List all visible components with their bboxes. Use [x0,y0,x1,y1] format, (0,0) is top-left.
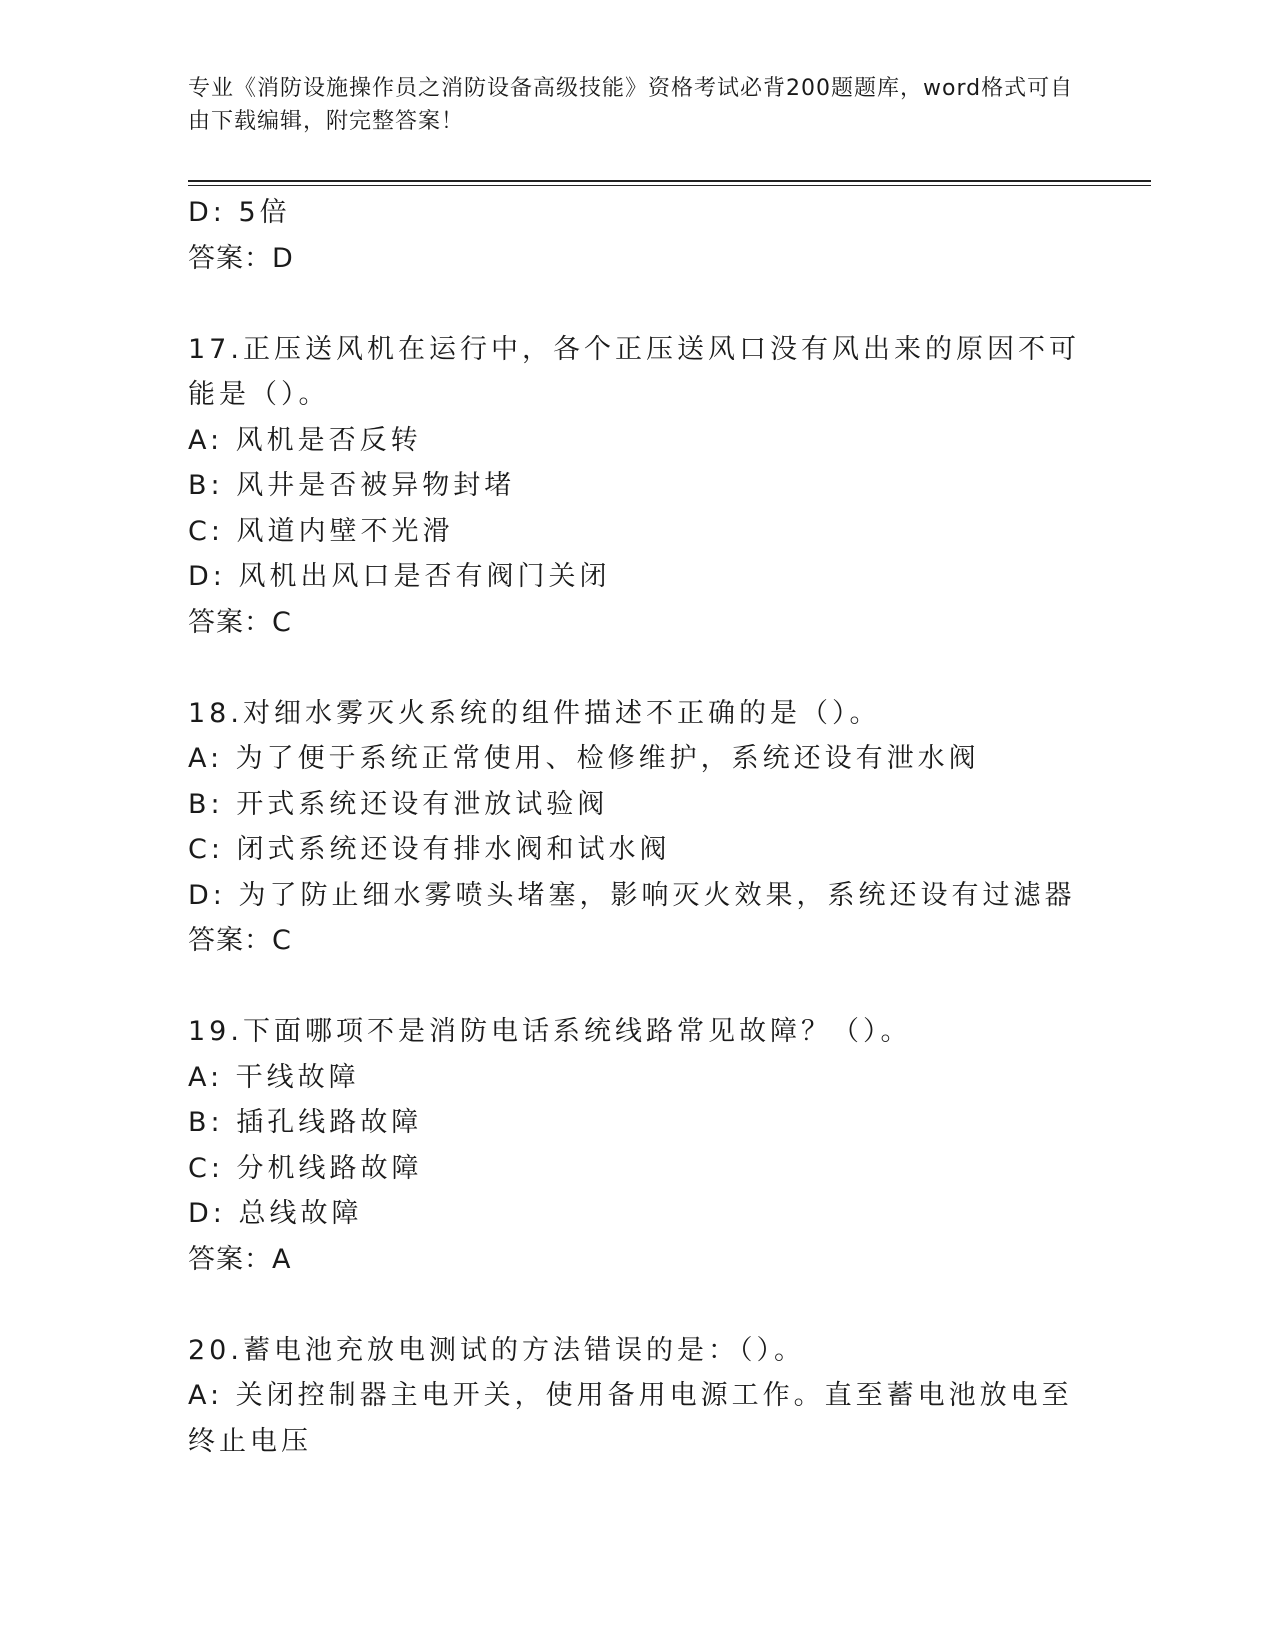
question-stem: 17.正压送风机在运行中，各个正压送风口没有风出来的原因不可能是（）。 [188,333,1080,410]
question-stem: 19.下面哪项不是消防电话系统线路常见故障？（）。 [188,1016,912,1047]
question-stem: 20.蓄电池充放电测试的方法错误的是：（）。 [188,1334,805,1366]
page-header: 专业《消防设施操作员之消防设备高级技能》资格考试必背200题题库，word格式可自由下载编辑，附完整答案！ [188,76,1074,134]
option-c: C: 闭式系统还设有排水阀和试水阀 [188,834,671,865]
answer-line: 答案：A [188,1243,292,1275]
spacer [188,964,1088,1010]
option-b: B: 插孔线路故障 [188,1107,423,1138]
option-c: C: 风道内壁不光滑 [188,515,454,547]
header-divider [188,180,1151,182]
answer-line: 答案：C [188,925,292,956]
option-d: D: 总线故障 [188,1198,363,1229]
option-a: A: 干线故障 [188,1061,360,1093]
option-c: C: 分机线路故障 [188,1152,423,1184]
option-a: A: 关闭控制器主电开关，使用备用电源工作。直至蓄电池放电至终止电压 [188,1380,1073,1457]
header-divider-thin [188,185,1151,186]
question-stem: 18.对细水雾灭火系统的组件描述不正确的是（）。 [188,697,881,729]
option-a: A: 风机是否反转 [188,424,422,456]
option-b: B: 开式系统还设有泄放试验阀 [188,788,609,820]
option-d: D: 风机出风口是否有阀门关闭 [188,561,611,592]
answer-line: 答案：C [188,606,292,638]
spacer [188,1282,1088,1328]
option-d: D: 5倍 [188,197,291,228]
spacer [188,645,1088,691]
option-d: D: 为了防止细水雾喷头堵塞，影响灭火效果，系统还设有过滤器 [188,879,1076,911]
option-b: B: 风井是否被异物封堵 [188,470,516,501]
option-a: A: 为了便于系统正常使用、检修维护，系统还设有泄水阀 [188,743,980,774]
answer-line: 答案：D [188,242,294,274]
spacer [188,281,1088,327]
question-content [188,190,1088,1464]
